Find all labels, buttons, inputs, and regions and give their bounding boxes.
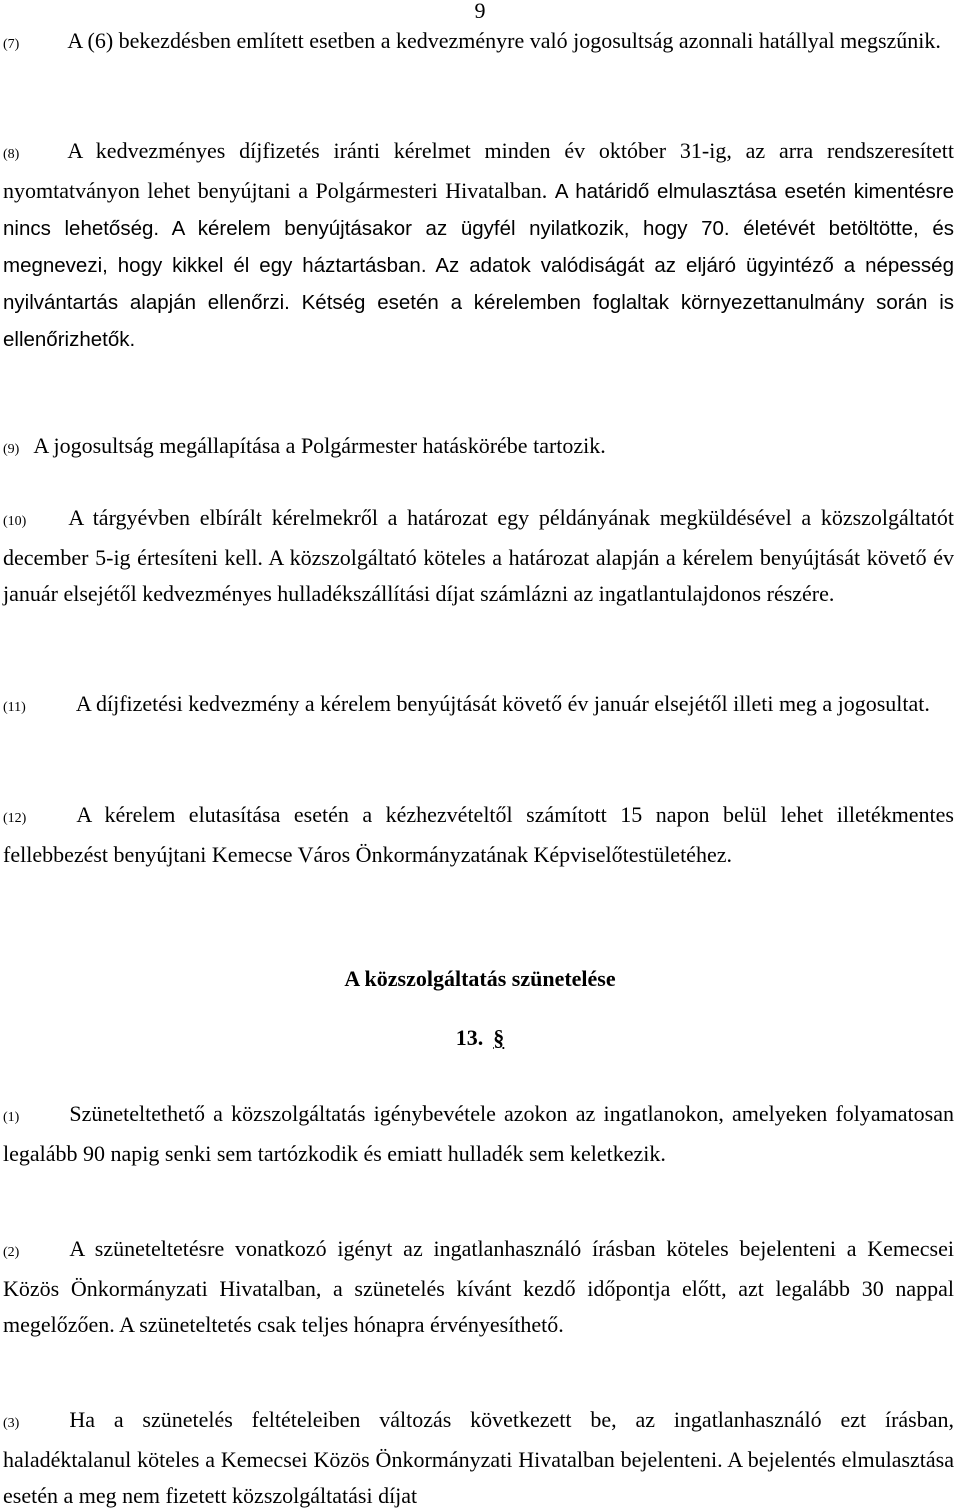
section-title: A közszolgáltatás szünetelése <box>344 966 616 991</box>
paragraph-text: A jogosultság megállapítása a Polgármester hatáskörébe tartozik. <box>33 433 606 458</box>
section-paragraph-2 <box>3 1231 954 1343</box>
paragraph-number: (12) <box>3 811 27 826</box>
paragraph-text: Ha a szünetelés feltételeiben változás következett be, az ingatlanhasználó ezt írásban, haladéktalanul köteles a Kemecsei Közös Önkormányzati Hivatalban bejelenteni. A bejelentés elmulasztása esetén a meg nem fizetett közszolgáltatási díjat <box>3 1407 954 1508</box>
section-paragraph-3 <box>3 1402 954 1509</box>
paragraph-number: (8) <box>3 147 20 162</box>
paragraph-text: A kedvezményes díjfizetés iránti kérelmet minden év október 31-ig, az arra rendszeresített nyomtatványon lehet benyújtani a Polgármesteri Hivatalban. <box>3 138 954 203</box>
section-number-text: 13. <box>455 1025 484 1050</box>
section-paragraph-1 <box>3 1096 954 1172</box>
paragraph-text: A díjfizetési kedvezmény a kérelem benyújtását követő év január elsejétől illeti meg a jogosultat. <box>75 691 930 716</box>
paragraph-number: (3) <box>3 1416 20 1431</box>
paragraph-number: (10) <box>3 514 27 529</box>
paragraph-8 <box>3 133 954 358</box>
paragraph-text: A szüneteltetésre vonatkozó igényt az ingatlanhasználó írásban köteles bejelenteni a Kemecsei Közös Önkormányzati Hivatalban, a szünetelés kívánt kezdő időpontja előtt, azt legalább 30 nappal megelőzően. A szüneteltetés csak teljes hónapra érvényesíthető. <box>3 1236 954 1337</box>
paragraph-text: A tárgyévben elbírált kérelmekről a határozat egy példányának megküldésével a közszolgáltatót december 5-ig értesíteni kell. A közszolgáltató köteles a határozat alapján a kérelem benyújtását követő év január elsejétől kedvezményes hulladékszállítási díjat számlázni az ingatlantulajdonos részére. <box>3 505 954 606</box>
paragraph-text: A (6) bekezdésben említett esetben a kedvezményre való jogosultság azonnali hatállyal megszűnik. <box>67 28 941 53</box>
page-number: 9 <box>474 0 486 23</box>
paragraph-text-continued: A határidő elmulasztása esetén kimentésre nincs lehetőség. A kérelem benyújtásakor az ügyfél nyilatkozik, hogy 70. életévét betöltötte, és megnevezi, hogy kikkel él egy háztartásban. Az adatok valódiságát az eljáró ügyintéző a népesség nyilvántartás alapján ellenőrzi. Kétség esetén a kérelemben foglaltak környezettanulmány során is ellenőrizhetők. <box>3 180 955 351</box>
paragraph-number: (7) <box>3 37 20 52</box>
section-mark: § <box>493 1025 505 1050</box>
paragraph-number: (2) <box>3 1245 20 1260</box>
paragraph-11 <box>3 686 954 726</box>
paragraph-number: (11) <box>3 700 26 715</box>
paragraph-number: (1) <box>3 1110 20 1125</box>
paragraph-10 <box>3 500 954 612</box>
paragraph-7 <box>3 23 954 63</box>
paragraph-12 <box>3 797 954 873</box>
paragraph-text: A kérelem elutasítása esetén a kézhezvételtől számított 15 napon belül lehet illetékmentes fellebbezést benyújtani Kemecse Város Önkormányzatának Képviselőtestületéhez. <box>3 802 954 867</box>
section-number <box>0 1025 960 1051</box>
paragraph-9 <box>3 428 954 468</box>
paragraph-text: Szüneteltethető a közszolgáltatás igénybevétele azokon az ingatlanokon, amelyeken folyamatosan legalább 90 napig senki sem tartózkodik és emiatt hulladék sem keletkezik. <box>3 1101 954 1166</box>
paragraph-number: (9) <box>3 442 20 457</box>
